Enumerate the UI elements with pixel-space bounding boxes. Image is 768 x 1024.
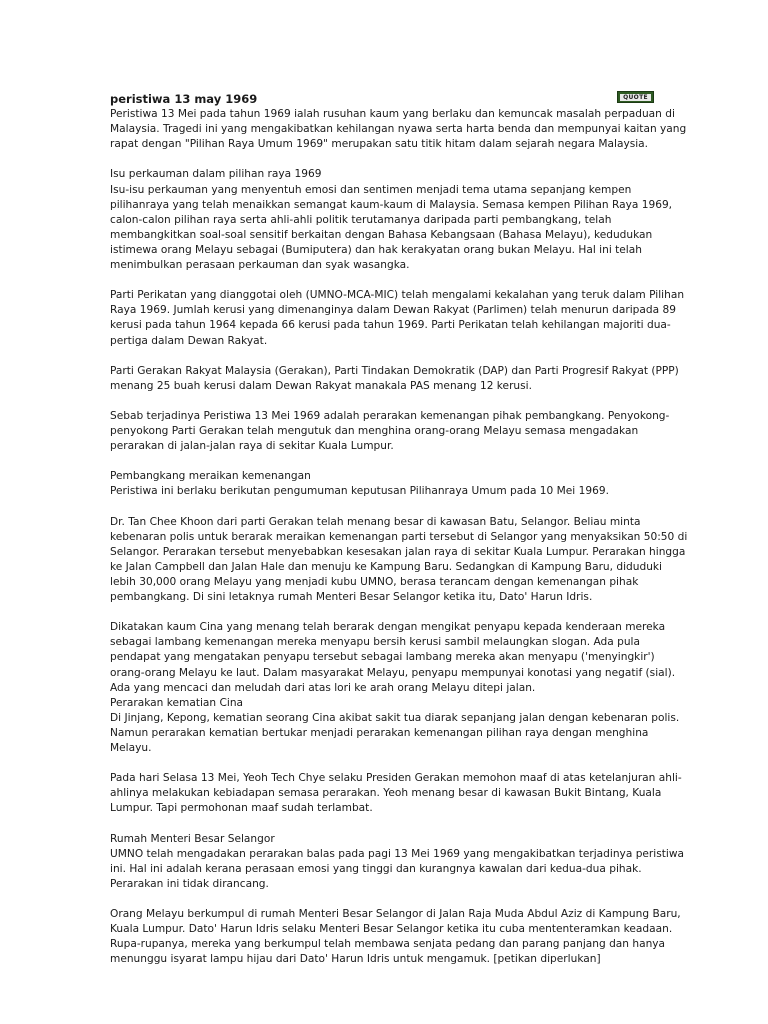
text-line: rapat dengan "Pilihan Raya Umum 1969" merupakan satu titik hitam dalam sejarah negara Malaysia. <box>110 138 649 151</box>
quote-label: QUOTE <box>620 94 651 101</box>
paragraph-gap <box>110 892 660 907</box>
text-line: Isu-isu perkauman yang menyentuh emosi dan sentimen menjadi tema utama sepanjang kempen <box>110 183 632 196</box>
text-line: Sebab terjadinya Peristiwa 13 Mei 1969 adalah perarakan kemenangan pihak pembangkang. Penyokong- <box>110 409 670 422</box>
text-line: Pada hari Selasa 13 Mei, Yeoh Tech Chye selaku Presiden Gerakan memohon maaf di atas ketelanjuran ahli- <box>110 772 682 785</box>
paragraph-gap <box>110 349 660 364</box>
text-line: Pembangkang meraikan kemenangan <box>110 470 311 483</box>
text-line: istimewa orang Melayu sebagai (Bumiputera) dan hak kerakyatan orang bukan Melayu. Hal ini telah <box>110 243 642 256</box>
article-title: peristiwa 13 may 1969 <box>110 92 258 106</box>
text-line: Di Jinjang, Kepong, kematian seorang Cina akibat sakit tua diarak sepanjang jalan dengan kebenaran polis. <box>110 711 680 724</box>
paragraph-gap <box>110 605 660 620</box>
paragraph <box>110 907 681 967</box>
text-line: Dr. Tan Chee Khoon dari parti Gerakan telah menang besar di kawasan Batu, Selangor. Beliau minta <box>110 515 641 528</box>
paragraph-gap <box>110 817 660 832</box>
article <box>110 92 688 967</box>
text-line: Perarakan ini tidak dirancang. <box>110 877 269 890</box>
text-line: lebih 30,000 orang Melayu yang menjadi kubu UMNO, berasa terancam dengan kemenangan pihak <box>110 576 639 588</box>
paragraph <box>110 288 685 348</box>
paragraph-gap <box>110 500 660 515</box>
text-line: Ada yang mencaci dan meludah dari atas lori ke arah orang Melayu ditepi jalan. <box>110 681 536 694</box>
text-line: pendapat yang mengatakan penyapu tersebut sebagai lambang mereka akan menyapu ('menyingkir') <box>110 651 655 664</box>
text-line: Lumpur. Tapi permohonan maaf sudah terlambat. <box>110 802 373 815</box>
text-line: Raya 1969. Jumlah kerusi yang dimenanginya dalam Dewan Rakyat (Parlimen) telah menurun daripada 89 <box>110 304 676 317</box>
text-line: ini. Hal ini adalah kerana perasaan emosi yang tinggi dan kurangnya kawalan dari kedua-dua pihak. <box>110 862 642 875</box>
text-line: Selangor. Perarakan tersebut menyebabkan kesesakan jalan raya di sekitar Kuala Lumpur. Perarakan hingga <box>110 545 686 558</box>
text-line: Rumah Menteri Besar Selangor <box>110 832 275 845</box>
paragraph <box>110 107 687 152</box>
text-line: Dikatakan kaum Cina yang menang telah berarak dengan mengikat penyapu kepada kenderaan mereka <box>110 621 666 634</box>
text-line: Kuala Lumpur. Dato' Harun Idris selaku Menteri Besar Selangor ketika itu cuba mententeramkan keadaan. <box>110 923 673 936</box>
paragraph-gap <box>110 756 660 771</box>
text-line: penyokong Parti Gerakan telah mengutuk dan menghina orang-orang Melayu semasa mengadakan <box>110 425 639 438</box>
text-line: Orang Melayu berkumpul di rumah Menteri Besar Selangor di Jalan Raja Muda Abdul Aziz di Kampung Baru, <box>110 908 681 921</box>
paragraph <box>110 167 673 273</box>
text-line: pertiga dalam Dewan Rakyat. <box>110 334 268 347</box>
text-line: UMNO telah mengadakan perarakan balas pada pagi 13 Mei 1969 yang mengakibatkan terjadinya peristiwa <box>110 847 685 860</box>
text-line: menunggu isyarat lampu hijau dari Dato' Harun Idris untuk mengamuk. [petikan diperlukan] <box>110 953 601 966</box>
text-line: menang 25 buah kerusi dalam Dewan Rakyat manakala PAS menang 12 kerusi. <box>110 379 532 392</box>
text-line: kerusi pada tahun 1964 kepada 66 kerusi pada tahun 1969. Parti Perikatan telah kehilangan majoriti dua- <box>110 319 671 332</box>
text-line: Isu perkauman dalam pilihan raya 1969 <box>110 168 322 181</box>
text-line: Namun perarakan kematian bertukar menjadi perarakan kemenangan pilihan raya dengan menghina <box>110 726 649 739</box>
paragraph-gap <box>110 394 660 409</box>
text-line: ahlinya melakukan kebiadapan semasa perarakan. Yeoh menang besar di kawasan Bukit Bintang, Kuala <box>110 787 662 800</box>
text-line: ke Jalan Campbell dan Jalan Hale dan menuju ke Kampung Baru. Sedangkan di Kampung Baru, diduduki <box>110 560 662 573</box>
paragraph <box>110 364 679 394</box>
paragraph <box>110 409 670 454</box>
paragraph-gap <box>110 454 660 469</box>
paragraph-gap <box>110 273 660 288</box>
text-line: perarakan di jalan-jalan raya di sekitar Kuala Lumpur. <box>110 440 394 453</box>
text-line: Parti Perikatan yang dianggotai oleh (UMNO-MCA-MIC) telah mengalami kekalahan yang teruk dalam Pilihan <box>110 289 685 302</box>
article-body <box>110 107 688 967</box>
text-line: Parti Gerakan Rakyat Malaysia (Gerakan), Parti Tindakan Demokratik (DAP) dan Parti Progresif Rakyat (PPP) <box>110 364 679 377</box>
text-line: Rupa-rupanya, mereka yang berkumpul telah membawa senjata pedang dan parang panjang dan hanya <box>110 938 666 951</box>
text-line: Peristiwa 13 Mei pada tahun 1969 ialah rusuhan kaum yang berlaku dan kemuncak masalah perpaduan di <box>110 108 675 121</box>
paragraph <box>110 620 680 756</box>
paragraph <box>110 515 688 606</box>
paragraph <box>110 469 660 499</box>
text-line: pembangkang. Di sini letaknya rumah Menteri Besar Selangor ketika itu, Dato' Harun Idris. <box>110 591 593 604</box>
paragraph <box>110 771 682 816</box>
text-line: orang-orang Melayu ke laut. Dalam masyarakat Melayu, penyapu mempunyai konotasi yang negatif (sial). <box>110 666 676 679</box>
text-line: menimbulkan perasaan perkauman dan syak wasangka. <box>110 259 410 272</box>
text-line: Peristiwa ini berlaku berikutan pengumuman keputusan Pilihanraya Umum pada 10 Mei 1969. <box>110 485 609 498</box>
text-line: calon-calon pilihan raya serta ahli-ahli politik terutamanya daripada parti pembangkang, telah <box>110 213 612 226</box>
text-line: Malaysia. Tragedi ini yang mengakibatkan kehilangan nyawa serta harta benda dan mempunyai kaitan yang <box>110 123 687 136</box>
text-line: pilihanraya yang telah menaikkan semangat kaum-kaum di Malaysia. Semasa kempen Pilihan Raya 1969, <box>110 198 673 211</box>
text-line: Perarakan kematian Cina <box>110 696 244 709</box>
text-line: Melayu. <box>110 742 152 755</box>
paragraph-gap <box>110 152 660 167</box>
text-line: kebenaran polis untuk berarak meraikan kemenangan parti tersebut di Selangor yang menyaksikan 50:50 di <box>110 530 688 543</box>
text-line: membangkitkan soal-soal sensitif berkaitan dengan Bahasa Kebangsaan (Bahasa Melayu), kedudukan <box>110 228 653 241</box>
text-line: sebagai lambang kemenangan mereka menyapu bersih kerusi sambil melaungkan slogan. Ada pula <box>110 636 640 649</box>
paragraph <box>110 832 685 892</box>
